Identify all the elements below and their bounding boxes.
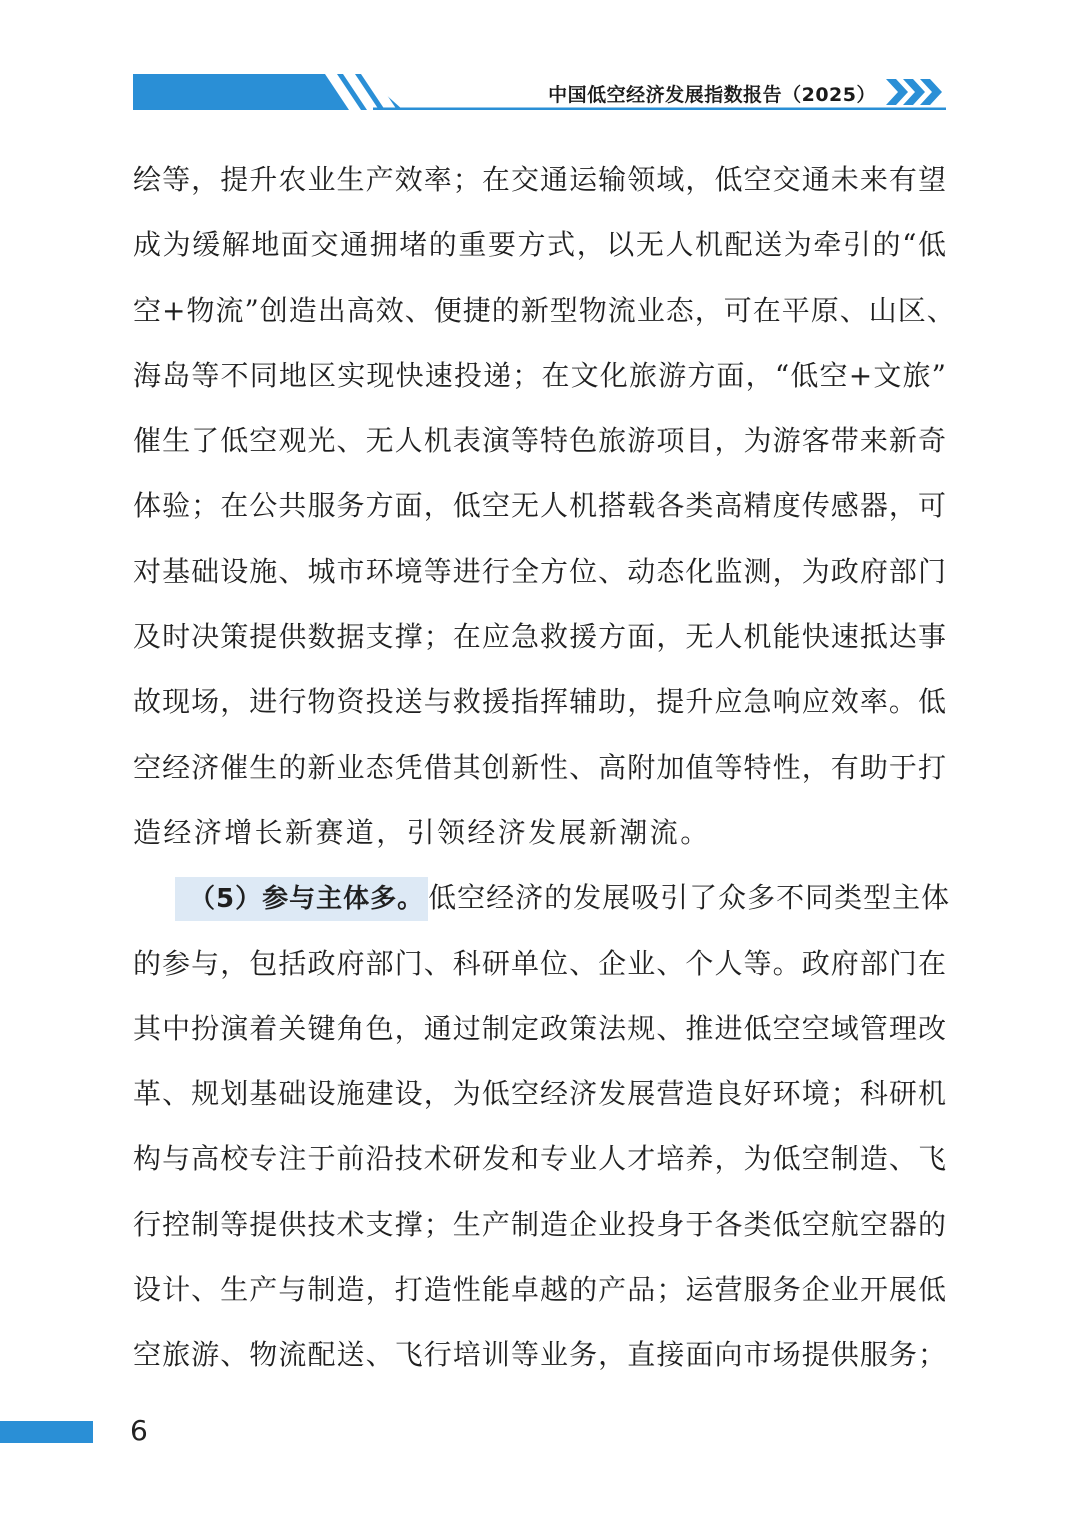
text-line: 对基础设施、城市环境等进行全方位、动态化监测，为政府部门	[133, 554, 947, 588]
text-line: 革、规划基础设施建设，为低空经济发展营造良好环境；科研机	[133, 1077, 947, 1111]
text-line: 的参与，包括政府部门、科研单位、企业、个人等。政府部门在	[133, 946, 947, 980]
text-line: 成为缓解地面交通拥堵的重要方式，以无人机配送为牵引的“低	[133, 228, 947, 262]
text-line: 空+物流”创造出高效、便捷的新型物流业态，可在平原、山区、	[133, 293, 956, 327]
text-line: 设计、生产与制造，打造性能卓越的产品；运营服务企业开展低	[133, 1273, 947, 1307]
text-line: 空经济催生的新业态凭借其创新性、高附加值等特性，有助于打	[133, 750, 947, 784]
text-line: 催生了低空观光、无人机表演等特色旅游项目，为游客带来新奇	[133, 424, 947, 458]
text-line: 空旅游、物流配送、飞行培训等业务，直接面向市场提供服务；	[133, 1338, 947, 1372]
paragraph-heading: （5）参与主体多。	[175, 877, 428, 921]
text-line: 绘等，提升农业生产效率；在交通运输领域，低空交通未来有望	[133, 163, 947, 196]
text-line: 其中扮演着关键角色，通过制定政策法规、推进低空空域管理改	[133, 1011, 947, 1045]
text-line: 造经济增长新赛道，引领经济发展新潮流。	[133, 815, 711, 849]
body-text	[133, 147, 956, 1388]
text-line-rest: 低空经济的发展吸引了众多不同类型主体	[428, 881, 951, 915]
text-line: 构与高校专注于前沿技术研发和专业人才培养，为低空制造、飞	[133, 1142, 947, 1176]
report-title: 中国低空经济发展指数报告（2025）	[548, 84, 876, 106]
text-line: 行控制等提供技术支撑；生产制造企业投身于各类低空航空器的	[133, 1207, 947, 1241]
paragraph-first-line	[133, 865, 951, 930]
page-header	[133, 74, 946, 110]
footer-accent-bar	[0, 1421, 93, 1443]
text-line: 体验；在公共服务方面，低空无人机搭载各类高精度传感器，可	[133, 489, 947, 523]
text-line: 海岛等不同地区实现快速投递；在文化旅游方面，“低空+文旅”	[133, 358, 947, 392]
text-line: 及时决策提供数据支撑；在应急救援方面，无人机能快速抵达事	[133, 620, 947, 654]
double-chevron-icon	[886, 79, 944, 105]
page-number: 6	[130, 1414, 148, 1447]
text-line: 故现场，进行物资投送与救援指挥辅助，提升应急响应效率。低	[133, 685, 947, 719]
